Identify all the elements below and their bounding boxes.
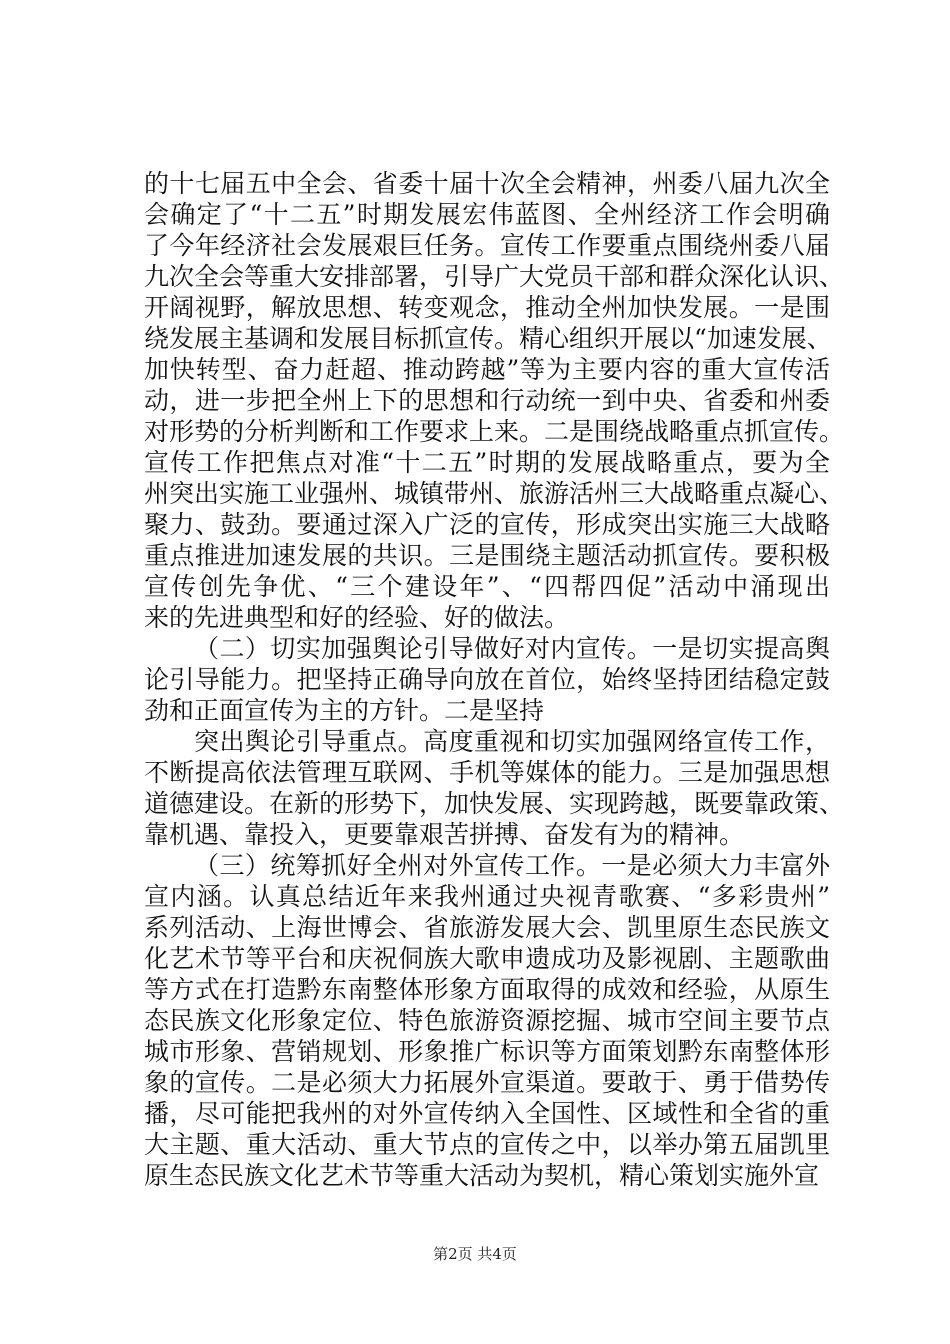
text-line: 州突出实施工业强州、城镇带州、旅游活州三大战略重点凝心、	[144, 479, 845, 508]
text-line: 来的先进典型和好的经验、好的做法。	[144, 603, 570, 632]
text-line: 对形势的分析判断和工作要求上来。二是围绕战略重点抓宣传。	[144, 417, 845, 446]
text-line: 重点推进加速发展的共识。三是围绕主题活动抓宣传。要积极	[144, 541, 830, 570]
text-line: 突出舆论引导重点。高度重视和切实加强网络宣传工作，	[194, 727, 830, 756]
text-line: 劲和正面宣传为主的方针。二是坚持	[144, 696, 545, 725]
text-line: 的十七届五中全会、省委十届十次全会精神，州委八届九次全	[144, 169, 830, 198]
text-line: 系列活动、上海世博会、省旅游发展大会、凯里原生态民族文	[144, 913, 830, 942]
paragraph	[144, 850, 830, 1191]
text-line: 大主题、重大活动、重大节点的宣传之中，以举办第五届凯里	[144, 1130, 830, 1159]
page-footer: 第2页 共4页	[433, 1245, 517, 1263]
text-line: 化艺术节等平台和庆祝侗族大歌申遗成功及影视剧、主题歌曲	[144, 944, 830, 973]
text-line: 宣传工作把焦点对准“十二五”时期的发展战略重点，要为全	[144, 448, 830, 477]
text-line: 等方式在打造黔东南整体形象方面取得的成效和经验，从原生	[144, 975, 830, 1004]
text-line: 开阔视野，解放思想、转变观念，推动全州加快发展。一是围	[144, 293, 830, 322]
text-line: 聚力、鼓劲。要通过深入广泛的宣传，形成突出实施三大战略	[144, 510, 830, 539]
text-line: 原生态民族文化艺术节等重大活动为契机，精心策划实施外宣	[144, 1161, 820, 1190]
text-line: 论引导能力。把坚持正确导向放在首位，始终坚持团结稳定鼓	[144, 665, 830, 694]
paragraph	[144, 168, 845, 633]
paragraph	[144, 633, 830, 726]
text-line: 宣传创先争优、“三个建设年”、“四帮四促”活动中涌现出	[144, 572, 830, 601]
text-line: 靠机遇、靠投入，更要靠艰苦拼搏、奋发有为的精神。	[144, 820, 745, 849]
text-line: 会确定了“十二五”时期发展宏伟蓝图、全州经济工作会明确	[144, 200, 830, 229]
text-line: 绕发展主基调和发展目标抓宣传。精心组织开展以“加速发展、	[144, 324, 832, 353]
document-body	[144, 168, 845, 1191]
text-line: 宣内涵。认真总结近年来我州通过央视青歌赛、“多彩贵州”	[144, 882, 830, 911]
text-line: （二）切实加强舆论引导做好对内宣传。一是切实提高舆	[194, 634, 830, 663]
text-line: （三）统筹抓好全州对外宣传工作。一是必须大力丰富外	[194, 851, 830, 880]
text-line: 态民族文化形象定位、特色旅游资源挖掘、城市空间主要节点	[144, 1006, 830, 1035]
text-line: 象的宣传。二是必须大力拓展外宣渠道。要敢于、勇于借势传	[144, 1068, 830, 1097]
text-line: 加快转型、奋力赶超、推动跨越”等为主要内容的重大宣传活	[144, 355, 830, 384]
paragraph	[144, 726, 845, 850]
text-line: 了今年经济社会发展艰巨任务。宣传工作要重点围绕州委八届	[144, 231, 830, 260]
text-line: 播，尽可能把我州的对外宣传纳入全国性、区域性和全省的重	[144, 1099, 830, 1128]
text-line: 不断提高依法管理互联网、手机等媒体的能力。三是加强思想	[144, 758, 830, 787]
text-line: 道德建设。在新的形势下，加快发展、实现跨越，既要靠政策、	[144, 789, 845, 818]
text-line: 城市形象、营销规划、形象推广标识等方面策划黔东南整体形	[144, 1037, 830, 1066]
text-line: 九次全会等重大安排部署，引导广大党员干部和群众深化认识、	[144, 262, 845, 291]
text-line: 动，进一步把全州上下的思想和行动统一到中央、省委和州委	[144, 386, 830, 415]
